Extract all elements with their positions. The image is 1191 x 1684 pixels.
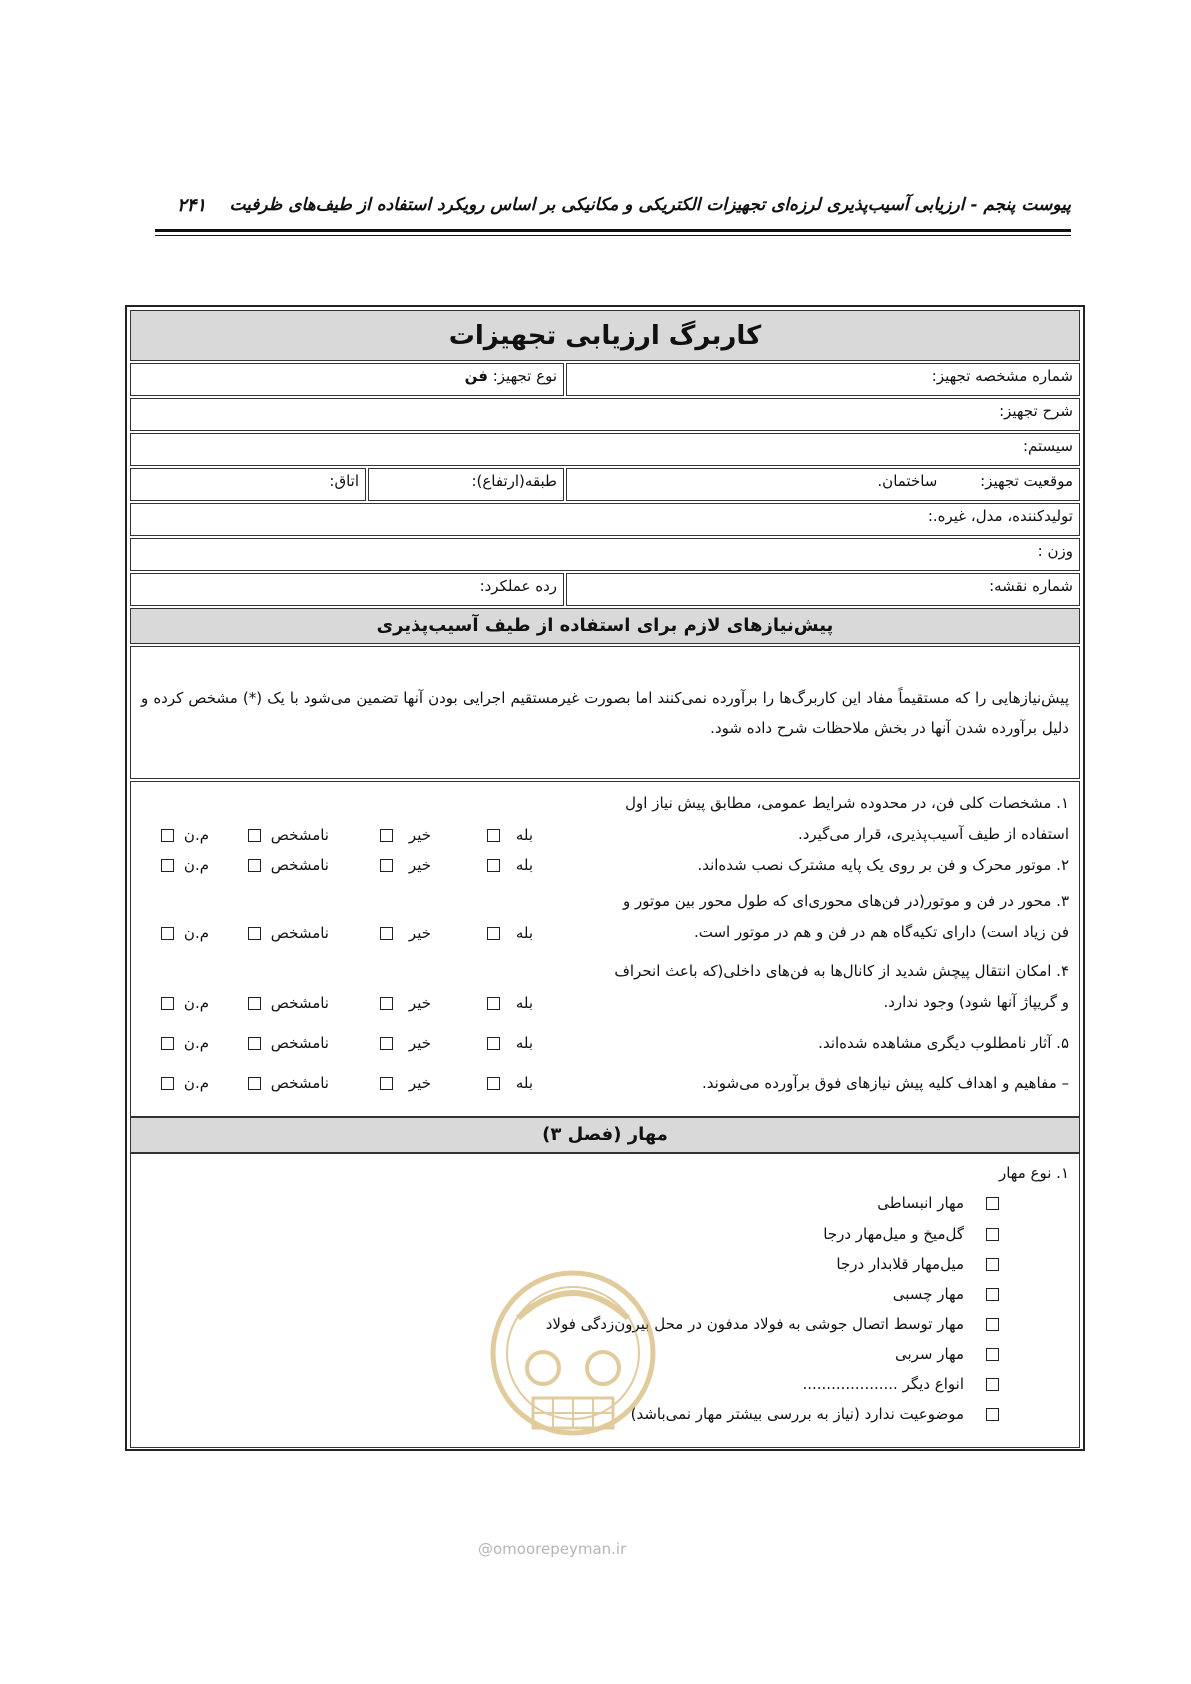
description-field[interactable] [130, 398, 1080, 431]
anchorage-option-other[interactable]: انواع دیگر .................... [802, 1375, 1003, 1393]
prereq-item-text: – مفاهیم و اهداف کلیه پیش نیازهای فوق برآورده می‌شوند. [701, 1074, 1069, 1092]
drawing-number-label: شماره نقشه: [989, 577, 1073, 595]
prerequisites-intro: پیش‌نیازهایی را که مستقیماً مفاد این کاربرگ‌ها را برآورده نمی‌کنند اما بصورت غیرمستقیم اجرایی بودن آنها تضمین می‌شود با یک (*) مشخص کرده و دلیل برآورده شدن آنها در بخش ملاحظات شرح داده شود. [130, 646, 1080, 779]
yes-checkbox[interactable]: بله [483, 994, 533, 1012]
unknown-checkbox[interactable]: نامشخص [244, 924, 329, 942]
system-label: سیستم: [1022, 437, 1073, 455]
anchorage-option-not-applicable[interactable]: موضوعیت ندارد (نیاز به بررسی بیشتر مهار نمی‌باشد) [631, 1405, 1003, 1423]
weight-field[interactable] [130, 538, 1080, 571]
page-header-title: پیوست پنجم - ارزیابی آسیب‌پذیری لرزه‌ای تجهیزات الکتریکی و مکانیکی بر اساس رویکرد استفاده از طیف‌های ظرفیت [229, 195, 1071, 215]
page-number: ۲۴۱ [177, 195, 207, 216]
prereq-item-2 [129, 850, 1079, 886]
prereq-item-text: ۲. موتور محرک و فن بر روی یک پایه مشترک نصب شده‌اند. [697, 856, 1069, 874]
building-label: ساختمان. [877, 472, 938, 490]
prereq-options [129, 924, 579, 954]
yes-checkbox[interactable]: بله [483, 1074, 533, 1092]
prereq-item-5 [129, 1028, 1079, 1064]
na-checkbox[interactable]: م.ن [157, 826, 209, 844]
header-rule-thin [155, 235, 1071, 236]
performance-class-field[interactable] [130, 573, 564, 606]
form-title: کاربرگ ارزیابی تجهیزات [130, 310, 1080, 361]
room-field[interactable] [130, 468, 366, 501]
unknown-checkbox[interactable]: نامشخص [244, 856, 329, 874]
prereq-item-3 [129, 886, 1079, 954]
no-checkbox[interactable]: خیر [376, 826, 431, 844]
manufacturer-label: تولیدکننده، مدل، غیره.: [927, 507, 1073, 525]
anchorage-type-label: ۱. نوع مهار [998, 1164, 1069, 1182]
na-checkbox[interactable]: م.ن [157, 994, 209, 1012]
equipment-type-value: فن [464, 367, 488, 385]
equipment-id-field[interactable] [566, 363, 1080, 396]
no-checkbox[interactable]: خیر [376, 1074, 431, 1092]
no-checkbox[interactable]: خیر [376, 1034, 431, 1052]
prerequisites-heading: پیش‌نیازهای لازم برای استفاده از طیف آسیب‌پذیری [130, 608, 1080, 644]
performance-class-label: رده عملکرد: [479, 577, 557, 595]
prereq-options [129, 1034, 579, 1064]
prereq-options [129, 1074, 579, 1104]
na-checkbox[interactable]: م.ن [157, 1074, 209, 1092]
watermark-logo [488, 1248, 658, 1458]
prereq-item-text: ۴. امکان انتقال پیچش شدید از کانال‌ها به فن‌های داخلی(که باعث انحراف و گریپاژ آنها شود) وجود ندارد. [614, 962, 1069, 1011]
na-checkbox[interactable]: م.ن [157, 856, 209, 874]
location-field[interactable] [566, 468, 1080, 501]
page-header [155, 195, 1071, 225]
unknown-checkbox[interactable]: نامشخص [244, 1074, 329, 1092]
system-field[interactable] [130, 433, 1080, 466]
anchorage-heading: مهار (فصل ۳) [130, 1117, 1080, 1153]
anchorage-option-lead[interactable]: مهار سربی [895, 1345, 1003, 1363]
anchorage-option-expansion[interactable]: مهار انبساطی [877, 1194, 1003, 1212]
prereq-item-4 [129, 956, 1079, 1024]
header-rule [155, 229, 1071, 232]
equipment-type-field[interactable] [130, 363, 564, 396]
yes-checkbox[interactable]: بله [483, 856, 533, 874]
anchorage-option-cast-in-hook[interactable]: میل‌مهار قلابدار درجا [836, 1255, 1003, 1273]
weight-label: وزن : [1037, 542, 1073, 560]
watermark-site: @omoorepeyman.ir [478, 1540, 627, 1558]
location-label: موقعیت تجهیز: [980, 472, 1073, 490]
equipment-id-label: شماره مشخصه تجهیز: [931, 367, 1073, 385]
prereq-options [129, 856, 579, 886]
prereq-item-text: ۵. آثار نامطلوب دیگری مشاهده شده‌اند. [818, 1034, 1069, 1052]
room-label: اتاق: [329, 472, 359, 490]
equipment-type-label: نوع تجهیز: [492, 367, 557, 385]
unknown-checkbox[interactable]: نامشخص [244, 1034, 329, 1052]
manufacturer-field[interactable] [130, 503, 1080, 536]
na-checkbox[interactable]: م.ن [157, 1034, 209, 1052]
prereq-item-text: ۱. مشخصات کلی فن، در محدوده شرایط عمومی، مطابق پیش نیاز اول استفاده از طیف آسیب‌پذیری، قرار می‌گیرد. [625, 794, 1069, 843]
prereq-item-6 [129, 1068, 1079, 1104]
unknown-checkbox[interactable]: نامشخص [244, 826, 329, 844]
anchorage-option-welded[interactable]: مهار توسط اتصال جوشی به فولاد مدفون در محل بیرون‌زدگی فولاد [546, 1315, 1003, 1333]
unknown-checkbox[interactable]: نامشخص [244, 994, 329, 1012]
prerequisites-list [130, 781, 1080, 1117]
yes-checkbox[interactable]: بله [483, 826, 533, 844]
description-label: شرح تجهیز: [999, 402, 1073, 420]
prereq-item-text: ۳. محور در فن و موتور(در فن‌های محوری‌ای که طول محور بین موتور و فن زیاد است) دارای تکیه‌گاه هم در فن و هم در موتور است. [623, 892, 1069, 941]
yes-checkbox[interactable]: بله [483, 1034, 533, 1052]
no-checkbox[interactable]: خیر [376, 994, 431, 1012]
prereq-item-1 [129, 788, 1079, 850]
prereq-options [129, 994, 579, 1024]
anchorage-option-adhesive[interactable]: مهار چسبی [893, 1285, 1003, 1303]
anchorage-option-cast-in-stud[interactable]: گل‌میخ و میل‌مهار درجا [823, 1225, 1003, 1243]
floor-field[interactable] [368, 468, 564, 501]
no-checkbox[interactable]: خیر [376, 924, 431, 942]
yes-checkbox[interactable]: بله [483, 924, 533, 942]
no-checkbox[interactable]: خیر [376, 856, 431, 874]
drawing-number-field[interactable] [566, 573, 1080, 606]
na-checkbox[interactable]: م.ن [157, 924, 209, 942]
floor-label: طبقه(ارتفاع): [471, 472, 557, 490]
